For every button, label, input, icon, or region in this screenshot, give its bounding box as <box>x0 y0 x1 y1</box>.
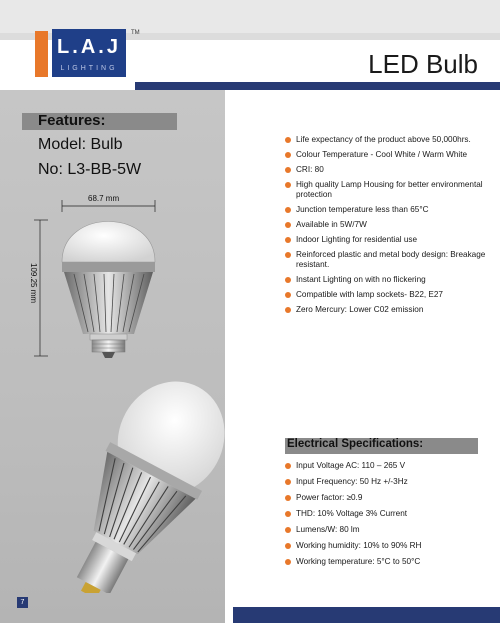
bullet-icon <box>285 152 291 158</box>
bullet-icon <box>285 237 291 243</box>
list-item: Input Voltage AC: 110 – 265 V <box>285 461 485 471</box>
logo-subtext: LIGHTING <box>60 65 118 72</box>
list-item: Input Frequency: 50 Hz +/-3Hz <box>285 477 485 487</box>
logo-orange-bar <box>35 31 48 77</box>
header-rule <box>135 82 500 90</box>
width-dimension-label: 68.7 mm <box>88 194 120 203</box>
logo-text: L.A.J <box>57 36 121 58</box>
list-item: Compatible with lamp sockets- B22, E27 <box>285 290 495 300</box>
list-item: Colour Temperature - Cool White / Warm White <box>285 150 495 160</box>
model-number: No: L3-BB-5W <box>38 161 142 178</box>
list-item: CRI: 80 <box>285 165 495 175</box>
bullet-icon <box>285 307 291 313</box>
bullet-icon <box>285 511 291 517</box>
list-item: Reinforced plastic and metal body design: Breakage resistant. <box>285 250 495 270</box>
list-item: Junction temperature less than 65°C <box>285 205 495 215</box>
list-item: Lumens/W: 80 lm <box>285 525 485 535</box>
bulb-illustration <box>22 188 227 593</box>
list-item: Working temperature: 5°C to 50°C <box>285 557 485 567</box>
list-item: Available in 5W/7W <box>285 220 495 230</box>
list-item: High quality Lamp Housing for better environmental protection <box>285 180 495 200</box>
list-item: Power factor: ≥0.9 <box>285 493 485 503</box>
bullet-icon <box>285 167 291 173</box>
bullet-icon <box>285 559 291 565</box>
bullet-icon <box>285 543 291 549</box>
page-number: 7 <box>17 597 28 608</box>
electrical-heading: Electrical Specifications: <box>287 438 424 450</box>
list-item: Instant Lighting on with no flickering <box>285 275 495 285</box>
trademark-symbol: TM <box>131 30 140 36</box>
page-title: LED Bulb <box>368 49 478 79</box>
bullet-icon <box>285 463 291 469</box>
bullet-icon <box>285 292 291 298</box>
list-item: Working humidity: 10% to 90% RH <box>285 541 485 551</box>
electrical-spec-list <box>285 461 485 573</box>
bullet-icon <box>285 252 291 258</box>
bullet-icon <box>285 137 291 143</box>
brand-logo <box>52 29 126 77</box>
footer-bar <box>233 607 500 623</box>
features-heading: Features: <box>38 112 106 129</box>
model-label: Model: Bulb <box>38 136 123 153</box>
list-item: Zero Mercury: Lower C02 emission <box>285 305 495 315</box>
bullet-icon <box>285 222 291 228</box>
bullet-icon <box>285 479 291 485</box>
bulb-photo <box>42 363 227 593</box>
list-item: Indoor Lighting for residential use <box>285 235 495 245</box>
bullet-icon <box>285 277 291 283</box>
bullet-icon <box>285 495 291 501</box>
bullet-icon <box>285 527 291 533</box>
bulb-line-drawing <box>62 222 155 359</box>
bullet-icon <box>285 182 291 188</box>
features-list <box>285 135 495 320</box>
list-item: Life expectancy of the product above 50,000hrs. <box>285 135 495 145</box>
bullet-icon <box>285 207 291 213</box>
height-dimension-label: 109.25 mm <box>29 263 38 304</box>
list-item: THD: 10% Voltage 3% Current <box>285 509 485 519</box>
